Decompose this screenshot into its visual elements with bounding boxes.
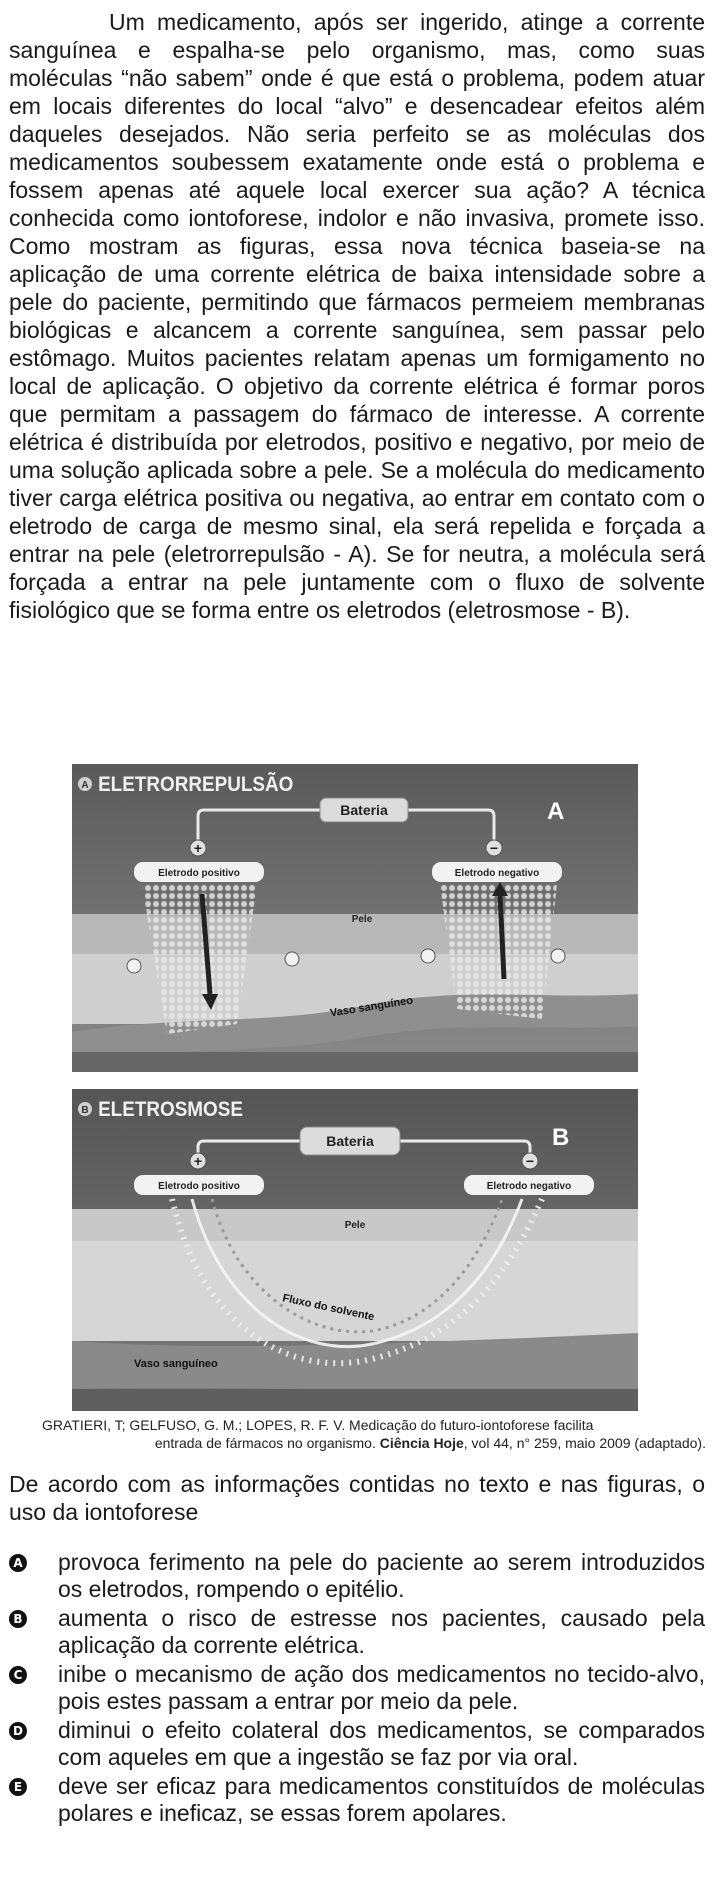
negative-ion [127, 959, 141, 973]
citation-journal: Ciência Hoje [379, 1435, 464, 1451]
plus-sign: + [193, 1153, 203, 1169]
option-e[interactable] [9, 1773, 705, 1827]
flow-label: Fluxo do solvente [281, 1292, 376, 1324]
electrode-positive-label: Eletrodo positivo [158, 1181, 240, 1192]
passage-text [9, 8, 705, 624]
option-text: inibe o mecanismo de ação dos medicamentos no tecido-alvo, pois estes passam a entrar por meio da pele. [58, 1661, 705, 1714]
negative-ion [421, 949, 435, 963]
plus-sign: + [193, 840, 203, 856]
figure-title: ELETRORREPULSÃO [98, 773, 294, 797]
minus-sign: − [525, 1153, 535, 1169]
citation-title: entrada de fármacos no organismo. [154, 1435, 380, 1451]
eletrosmose-illustration [72, 1089, 638, 1411]
passage-body: Um medicamento, após ser ingerido, atinge a corrente sanguínea e espalha-se pelo organismo, mas, como suas moléculas “não sabem” onde é que está o problema, podem atuar em locais diferentes do local “alvo” e desencadear efeitos além daqueles desejados. Não seria perfeito se as moléculas dos medicamentos soubessem exatamente onde está o problema e fossem apenas até aquele local exercer sua ação? A técnica conhecida como iontoforese, indolor e não invasiva, promete isso. Como mostram as figuras, essa nova técnica baseia-se na aplicação de uma corrente elétrica de baixa intensidade sobre a pele do paciente, permitindo que fármacos permeiem membranas biológicas e alcancem a corrente sanguínea, sem passar pelo estômago. Muitos pacientes relatam apenas um formigamento no local de aplicação. O objetivo da corrente elétrica é formar poros que permitam a passagem do fármaco de interesse. A corrente elétrica é distribuída por eletrodos, positivo e negativo, por meio de uma solução aplicada sobre a pele. Se a molécula do medicamento tiver carga elétrica positiva ou negativa, ao entrar em contato com o eletrodo de carga de mesmo sinal, ela será repelida e forçada a entrar na pele (eletrorrepulsão - A). Se for neutra, a molécula será forçada a entrar na pele juntamente com o fluxo de solvente fisiológico que se forma entre os eletrodos (eletrosmose - B). [9, 9, 705, 623]
option-letter-icon: C [9, 1666, 27, 1684]
electrode-negative-label: Eletrodo negativo [486, 1181, 572, 1192]
option-letter-icon: E [9, 1778, 27, 1796]
citation-line-1: GRATIERI, T; GELFUSO, G. M.; LOPES, R. F. V. Medicação do futuro-iontoforese facilita [42, 1417, 594, 1433]
citation-details: , vol 44, n° 259, maio 2009 (adaptado). [463, 1435, 706, 1451]
option-b[interactable] [9, 1605, 705, 1659]
positive-ion [285, 952, 299, 966]
vessel-bottom [72, 1052, 638, 1072]
option-letter-icon: A [9, 1554, 27, 1572]
vessel-bottom [72, 1389, 638, 1411]
option-text: aumenta o risco de estresse nos pacientes, causado pela aplicação da corrente elétrica. [58, 1605, 705, 1658]
skin-label: Pele [351, 914, 373, 925]
skin-label: Pele [344, 1220, 366, 1231]
figure-badge-letter: A [81, 780, 89, 791]
electrode-negative-label: Eletrodo negativo [454, 868, 540, 879]
option-text: deve ser eficaz para medicamentos constituídos de moléculas polares e ineficaz, se essas forem apolares. [58, 1773, 705, 1826]
figure-eletrosmose [72, 1089, 638, 1411]
citation-line-2 [155, 1435, 706, 1451]
figure-letter: B [552, 1124, 570, 1151]
option-letter-icon: B [9, 1610, 27, 1628]
battery-label: Bateria [340, 802, 388, 818]
option-text: diminui o efeito colateral dos medicamentos, se comparados com aqueles em que a ingestão se faz por via oral. [58, 1717, 705, 1770]
figure-citation [20, 1416, 706, 1452]
eletrorrepulsao-illustration [72, 764, 638, 1072]
vessel-label: Vaso sanguíneo [134, 1358, 218, 1370]
figure-badge-letter: B [81, 1105, 89, 1116]
question-stem: De acordo com as informações contidas no texto e nas figuras, o uso da iontoforese [9, 1471, 705, 1525]
figure-eletrorrepulsao [72, 764, 638, 1072]
figure-title: ELETROSMOSE [98, 1098, 243, 1122]
option-letter-icon: D [9, 1722, 27, 1740]
vessel-label: Vaso sanguíneo [329, 994, 414, 1020]
option-d[interactable] [9, 1717, 705, 1771]
electrode-positive-label: Eletrodo positivo [158, 868, 240, 879]
answer-options [9, 1549, 705, 1829]
option-c[interactable] [9, 1661, 705, 1715]
figure-letter: A [547, 798, 565, 825]
option-text: provoca ferimento na pele do paciente ao serem introduzidos os eletrodos, rompendo o epitélio. [58, 1549, 705, 1602]
minus-sign: − [489, 840, 499, 856]
option-a[interactable] [9, 1549, 705, 1603]
positive-ion [551, 949, 565, 963]
battery-label: Bateria [326, 1133, 374, 1149]
tissue-layer [72, 1241, 638, 1341]
